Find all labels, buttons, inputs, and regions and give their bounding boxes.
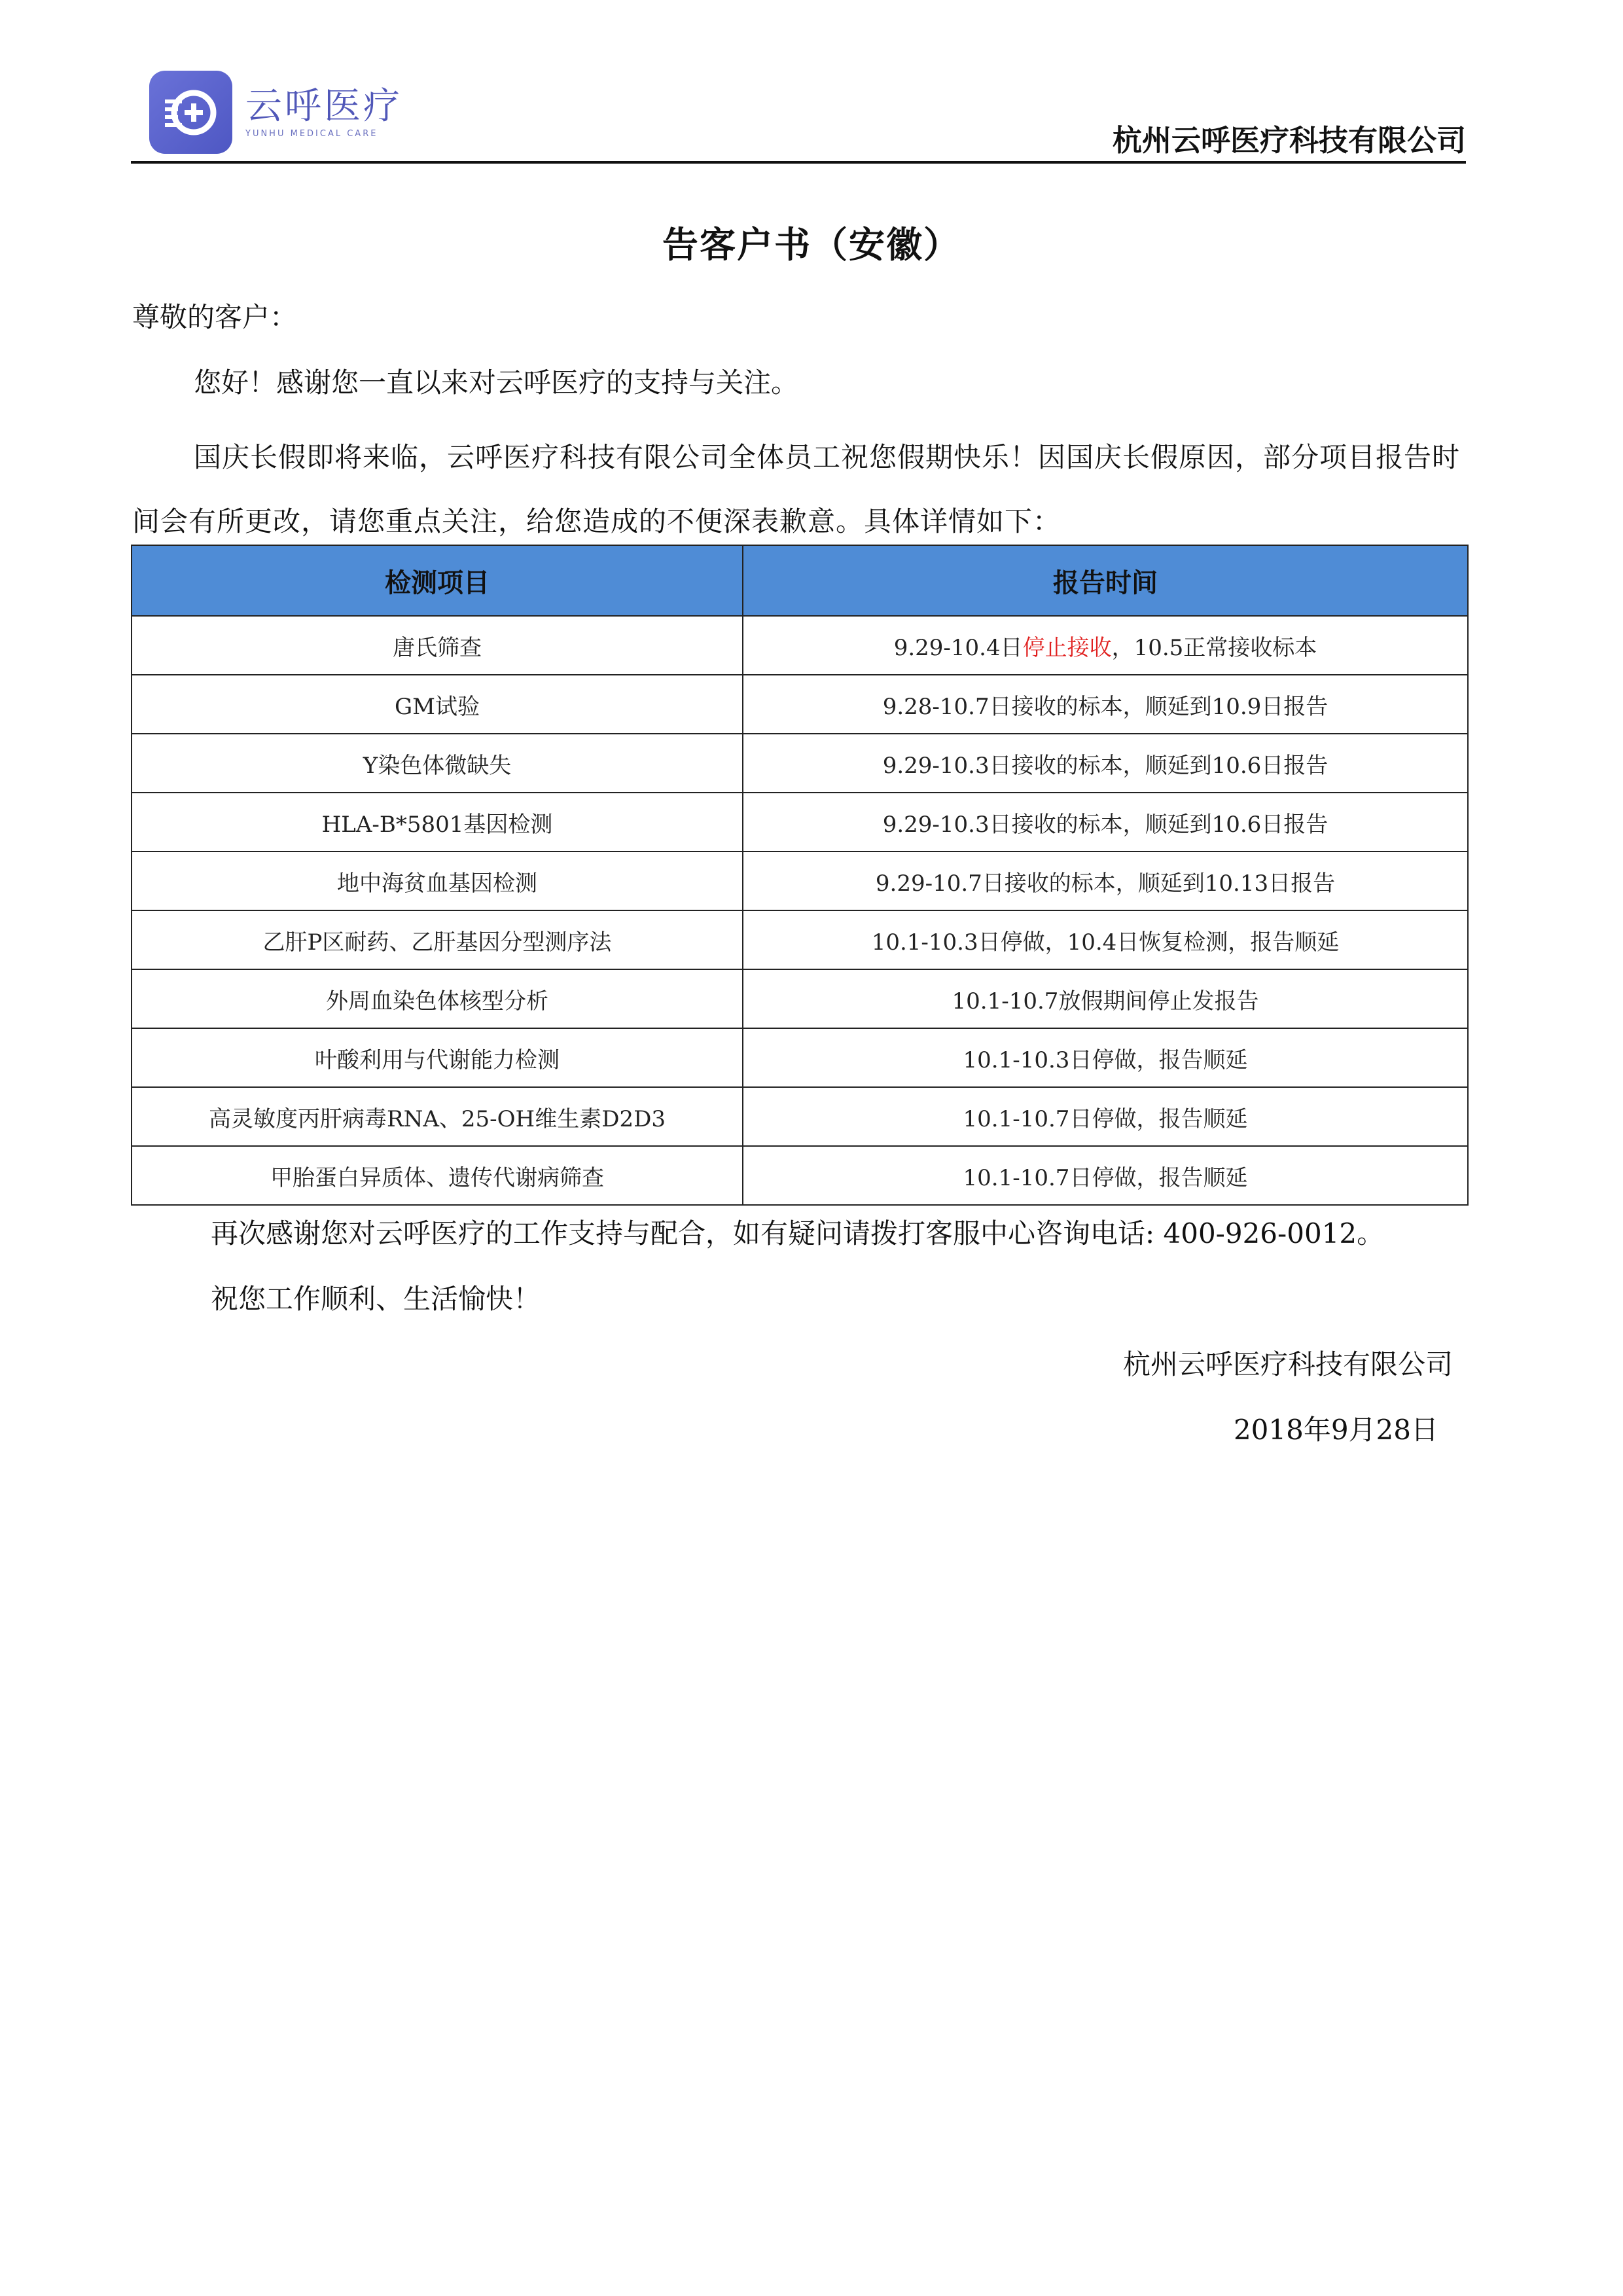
row-time: 9.29-10.7日接收的标本，顺延到10.13日报告 [743,852,1468,910]
logo-name-cn: 云呼医疗 [245,85,402,128]
row-time: 10.1-10.7日停做，报告顺延 [743,1087,1468,1146]
table-row [132,675,1468,734]
row-time: 9.29-10.3日接收的标本，顺延到10.6日报告 [743,793,1468,852]
row-time: 10.1-10.7日停做，报告顺延 [743,1146,1468,1205]
row-item: GM试验 [132,675,743,734]
row-time: 9.29-10.3日接收的标本，顺延到10.6日报告 [743,734,1468,793]
row-time [743,616,1468,675]
row-item: 甲胎蛋白异质体、遗传代谢病筛查 [132,1146,743,1205]
table-row [132,1087,1468,1146]
header-item: 检测项目 [132,545,743,616]
table-row [132,910,1468,969]
table-row [132,852,1468,910]
salutation: 尊敬的客户： [132,301,298,333]
company-logo [149,71,402,154]
header-time: 报告时间 [743,545,1468,616]
signature-date: 2018年9月28日 [1233,1414,1438,1446]
row-time-post: ，10.5正常接收标本 [1111,634,1317,661]
row-time: 10.1-10.7放假期间停止发报告 [743,969,1468,1028]
table-row [132,1146,1468,1205]
notice-paragraph: 国庆长假即将来临，云呼医疗科技有限公司全体员工祝您假期快乐！因国庆长假原因，部分项目报告时间会有所更改，请您重点关注，给您造成的不便深表歉意。具体详情如下： [132,441,1461,537]
row-time: 10.1-10.3日停做，10.4日恢复检测，报告顺延 [743,910,1468,969]
document-title: 告客户书（安徽） [662,224,961,266]
row-time-highlight: 停止接收 [1022,634,1112,661]
row-item: 地中海贫血基因检测 [132,852,743,910]
signature-company: 杭州云呼医疗科技有限公司 [1122,1348,1453,1380]
table-row [132,969,1468,1028]
row-item: 唐氏筛查 [132,616,743,675]
row-time-pre: 9.29-10.4日 [893,634,1023,661]
page-header [131,65,1466,164]
row-time: 9.28-10.7日接收的标本，顺延到10.9日报告 [743,675,1468,734]
row-item: HLA-B*5801基因检测 [132,793,743,852]
row-item: 外周血染色体核型分析 [132,969,743,1028]
row-item: 叶酸利用与代谢能力检测 [132,1028,743,1087]
table-header-row [132,545,1468,616]
yunhu-logo-icon [149,71,232,154]
row-time: 10.1-10.3日停做，报告顺延 [743,1028,1468,1087]
wishes-paragraph: 祝您工作顺利、生活愉快！ [211,1283,541,1315]
table-row [132,793,1468,852]
table-row [132,734,1468,793]
row-item: 高灵敏度丙肝病毒RNA、25-OH维生素D2D3 [132,1087,743,1146]
table-row [132,1028,1468,1087]
thanks-paragraph: 再次感谢您对云呼医疗的工作支持与配合，如有疑问请拨打客服中心咨询电话: 400-926-0012。 [211,1217,1385,1249]
logo-name-en: YUNHU MEDICAL CARE [245,129,378,139]
schedule-table [131,545,1469,1206]
greeting-paragraph: 您好！感谢您一直以来对云呼医疗的支持与关注。 [194,367,799,399]
header-company-name: 杭州云呼医疗科技有限公司 [1112,123,1466,158]
table-row [132,616,1468,675]
row-item: Y染色体微缺失 [132,734,743,793]
row-item: 乙肝P区耐药、乙肝基因分型测序法 [132,910,743,969]
header-divider [131,161,1466,164]
